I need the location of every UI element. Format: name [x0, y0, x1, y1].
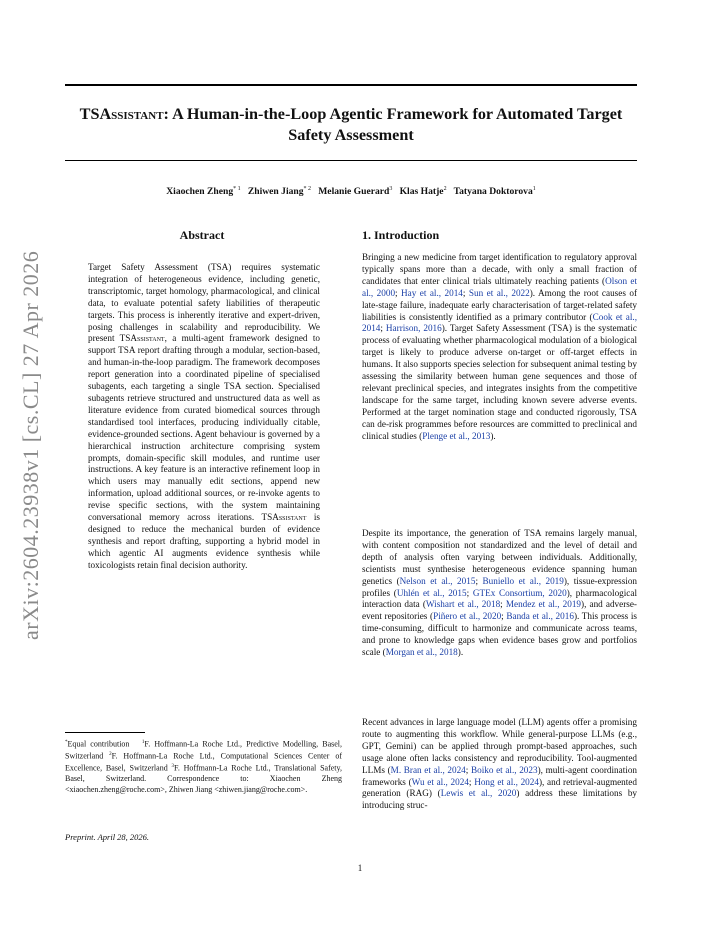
paragraph-text: ; [466, 587, 473, 598]
paragraph-text: ; [380, 323, 386, 334]
paragraph-text: ), and retrieval-augmented generation (RAG) ( [362, 776, 637, 799]
citation-link[interactable]: Harrison, 2016 [385, 323, 442, 334]
footnote-text: F. Hoffmann-La Roche Ltd., Predictive Modelling, Basel, Switzerland [65, 739, 343, 761]
paragraph-text: ; [462, 287, 469, 298]
citation-link[interactable]: Mendez et al., 2019 [505, 599, 582, 610]
abstract-small-caps: ssistant [137, 333, 165, 344]
citation-link[interactable]: Piñero et al., 2020 [433, 611, 502, 622]
author-name: Tatyana Doktorova [453, 186, 533, 198]
introduction-paragraph-3 [362, 717, 637, 812]
introduction-paragraph-1 [362, 252, 637, 443]
footnote-text: F. Hoffmann-La Roche Ltd., Computational Sciences Center of Excellence, Basel, Switzerland [65, 751, 342, 773]
abstract-heading: Abstract [179, 228, 225, 242]
author-affiliation-mark: 2 [443, 186, 447, 192]
author-affiliation-mark: 3 [389, 186, 393, 192]
author-affiliation-mark: 1 [532, 186, 536, 192]
preprint-note: Preprint. April 28, 2026. [65, 832, 150, 842]
abstract-body [88, 262, 320, 572]
paragraph-text: ). Among the root causes of late-stage failure, inadequate early characterisation of target-related safety liabilities is consistently identified as a primary contributor ( [362, 287, 637, 322]
paragraph-text: Recent advances in large language model (LLM) agents offer a promising route to augmenting this workflow. While general-purpose LLMs (e.g., GPT, Gemini) can be applied through prompt-based approaches, such usage alone often lacks consistency and reproducibility. Tool-augmented LLMs ( [362, 717, 637, 775]
paragraph-text: ). Target Safety Assessment (TSA) is the systematic process of evaluating whether pharmacological modulation of a biological target is likely to produce adverse on-target or off-target effects in humans. It also supports species selection for subsequent animal testing by assessing the similarity between human gene sequences and those of relevant preclinical species, and integrates insights from the competitive landscape for the same target, including known severe adverse events. Performed at the target nomination stage and conducted rigorously, TSA can de-risk programmes before resources are committed to preclinical and clinical studies ( [362, 323, 637, 441]
introduction-heading: 1. Introduction [362, 228, 440, 242]
paragraph-text: ; [500, 599, 506, 610]
affiliation-footnote [65, 738, 342, 795]
paragraph-text: ; [468, 776, 475, 787]
citation-link[interactable]: Lewis et al., 2020 [440, 788, 517, 799]
author-name: Xiaochen Zheng [166, 186, 234, 198]
citation-link[interactable]: M. Bran et al., 2024 [390, 764, 466, 775]
author-name: Melanie Guerard [318, 186, 390, 198]
paragraph-text: ), pharmacological interaction data ( [362, 587, 638, 610]
footnote-rule [65, 732, 145, 733]
abstract-text: Target Safety Assessment (TSA) requires systematic integration of heterogeneous evidence, including genetic, transcriptomic, target homology, pharmacological, and clinical data, to evaluate potential safety liabilities of therapeutic targets. This process is inherently iterative and expert-driven, posing challenges in scalability and reproducibility. We present TSA [88, 262, 320, 344]
author-list [65, 186, 637, 197]
citation-link[interactable]: Morgan et al., 2018 [385, 647, 458, 658]
paragraph-text: ; [395, 287, 402, 298]
paragraph-text: ; [465, 764, 471, 775]
citation-link[interactable]: Boiko et al., 2023 [470, 764, 538, 775]
paragraph-text: Despite its importance, the generation of TSA remains largely manual, with content composition not standardized and the level of detail and depth of analysis often varying between individuals. Additionally, scientists must synthesise heterogeneous evidence spanning human genetics ( [362, 528, 637, 586]
citation-link[interactable]: GTEx Consortium, 2020 [472, 587, 567, 598]
abstract-text: is designed to reduce the mechanical burden of evidence synthesis and report drafting, supporting a hybrid model in which agentic AI augments evidence synthesis while toxicologists retain final decision authority. [88, 512, 320, 570]
footnote-mark: 3 [171, 764, 175, 770]
citation-link[interactable]: Hong et al., 2024 [474, 776, 539, 787]
author-affiliation-mark: * 1 [233, 186, 241, 192]
citation-link[interactable]: Sun et al., 2022 [468, 287, 530, 298]
abstract-small-caps: ssistant [278, 512, 307, 523]
abstract-text: , a multi-agent framework designed to support TSA report drafting through a modular, section-based, and human-in-the-loop paradigm. The framework decomposes report generation into a coordinated pipeline of specialised subagents, each targeting a single TSA section. Specialised subagents retrieve structured and unstructured data as well as literature evidence from curated biomedical sources through standardised tool interfaces, producing individually citable, evidence-grounded sections. Agent behaviour is governed by a hierarchical instruction architecture comprising system prompts, domain-specific skill modules, and runtime user instructions. A key feature is an interactive refinement loop in which users may manually edit sections, append new information, upload additional sources, or re-invoke agents to revise specific sections, with the system maintaining conversational memory across iterations. TSA [88, 333, 320, 523]
citation-link[interactable]: Wishart et al., 2018 [425, 599, 501, 610]
footnote-mark: 2 [109, 752, 112, 758]
citation-link[interactable]: Wu et al., 2024 [411, 776, 469, 787]
footnote-mark: 1 [141, 740, 145, 745]
citation-link[interactable]: Hay et al., 2014 [401, 287, 463, 298]
footnote-text: F. Hoffmann-La Roche Ltd., Translational Safety, Basel, Switzerland. Correspondence to: Xiaochen Zheng <xiaochen.zheng@roche.com>, Zhiwen Jiang <zhiwen.jiang@roche.com>. [65, 763, 343, 794]
paragraph-text: ), multi-agent coordination frameworks ( [362, 764, 638, 787]
title-prefix: TSA [79, 105, 112, 123]
author-name: Zhiwen Jiang [247, 186, 304, 198]
citation-link[interactable]: Olson et al., 2000 [362, 275, 637, 298]
paragraph-text: Bringing a new medicine from target identification to regulatory approval typically spans more than a decade, with only a small fraction of candidates that enter clinical trials ultimately reaching patients ( [362, 252, 637, 286]
paragraph-text: ). [457, 647, 464, 658]
title-small-caps: ssistant [111, 105, 164, 123]
author-name: Klas Hatje [399, 186, 444, 198]
title-bottom-rule [65, 160, 637, 161]
introduction-paragraph-2 [362, 528, 637, 659]
paragraph-text: ), and adverse-event repositories ( [362, 599, 637, 622]
footnote-mark: * [65, 740, 68, 745]
citation-link[interactable]: Cook et al., 2014 [362, 311, 637, 334]
citation-link[interactable]: Nelson et al., 2015 [399, 575, 476, 586]
paragraph-text: ) address these limitations by introducing struc- [362, 788, 638, 811]
paper-title [65, 104, 637, 146]
footnote-text: Equal contribution [67, 739, 134, 749]
paragraph-text: ). This process is time-consuming, difficult to harmonize and communicate across teams, and prone to knowledge gaps when evidence bases grow and portfolios scale ( [362, 611, 638, 658]
title-rest: : A Human-in-the-Loop Agentic Framework for Automated Target Safety Assessment [163, 105, 623, 144]
arxiv-identifier-stamp: arXiv:2604.23938v1 [cs.CL] 27 Apr 2026 [18, 250, 43, 640]
paragraph-text: ), tissue-expression profiles ( [362, 575, 638, 598]
author-affiliation-mark: * 2 [303, 186, 312, 192]
paragraph-text: ). [490, 430, 496, 441]
title-top-rule [65, 84, 637, 86]
citation-link[interactable]: Buniello et al., 2019 [482, 575, 564, 586]
page-number: 1 [357, 863, 363, 873]
paragraph-text: ; [501, 611, 507, 622]
citation-link[interactable]: Banda et al., 2016 [506, 611, 574, 622]
paragraph-text: ; [475, 575, 483, 586]
citation-link[interactable]: Uhlén et al., 2015 [396, 587, 467, 598]
citation-link[interactable]: Plenge et al., 2013 [422, 430, 491, 441]
